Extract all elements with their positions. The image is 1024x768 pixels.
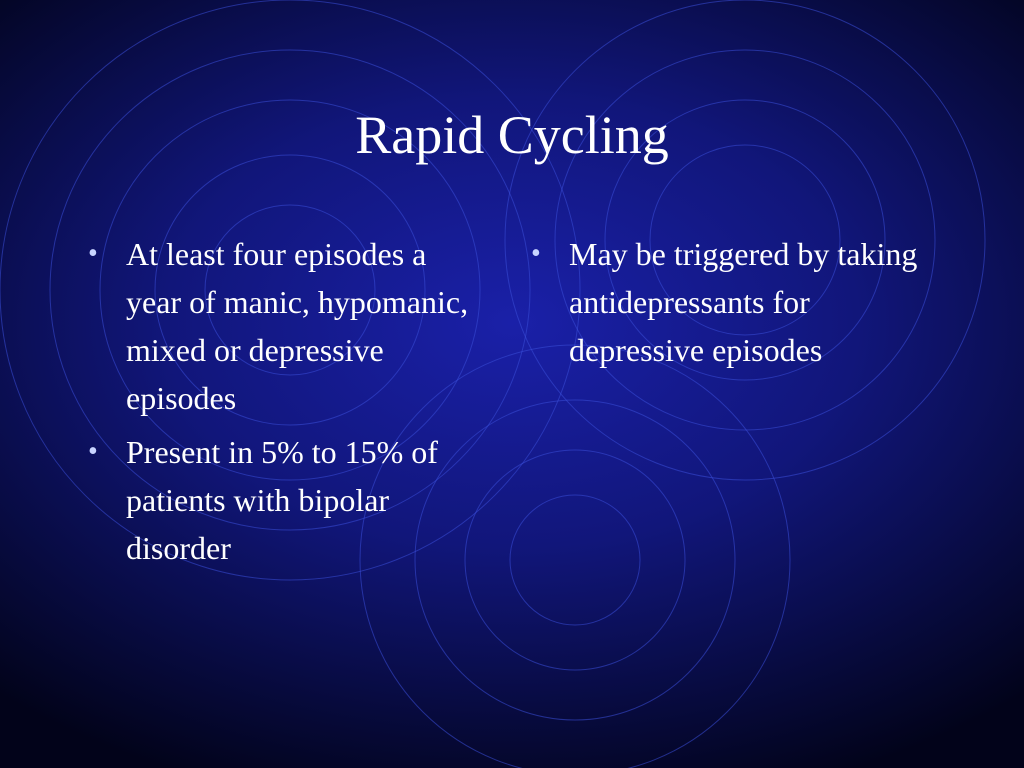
bullet-text: At least four episodes a year of manic, hypomanic, mixed or depressive episodes bbox=[126, 236, 469, 416]
list-item bbox=[88, 428, 488, 572]
bullet-icon: • bbox=[88, 436, 98, 467]
ring bbox=[465, 450, 685, 670]
left-bullet-list bbox=[88, 230, 488, 578]
bullet-icon: • bbox=[531, 238, 541, 269]
bullet-icon: • bbox=[88, 238, 98, 269]
list-item bbox=[531, 230, 951, 374]
bullet-text: May be triggered by taking antidepressants for depressive episodes bbox=[569, 236, 918, 368]
slide-title: Rapid Cycling bbox=[355, 105, 669, 165]
right-bullet-list bbox=[531, 230, 951, 380]
list-item bbox=[88, 230, 488, 422]
bullet-text: Present in 5% to 15% of patients with bipolar disorder bbox=[126, 434, 438, 566]
ring bbox=[510, 495, 640, 625]
